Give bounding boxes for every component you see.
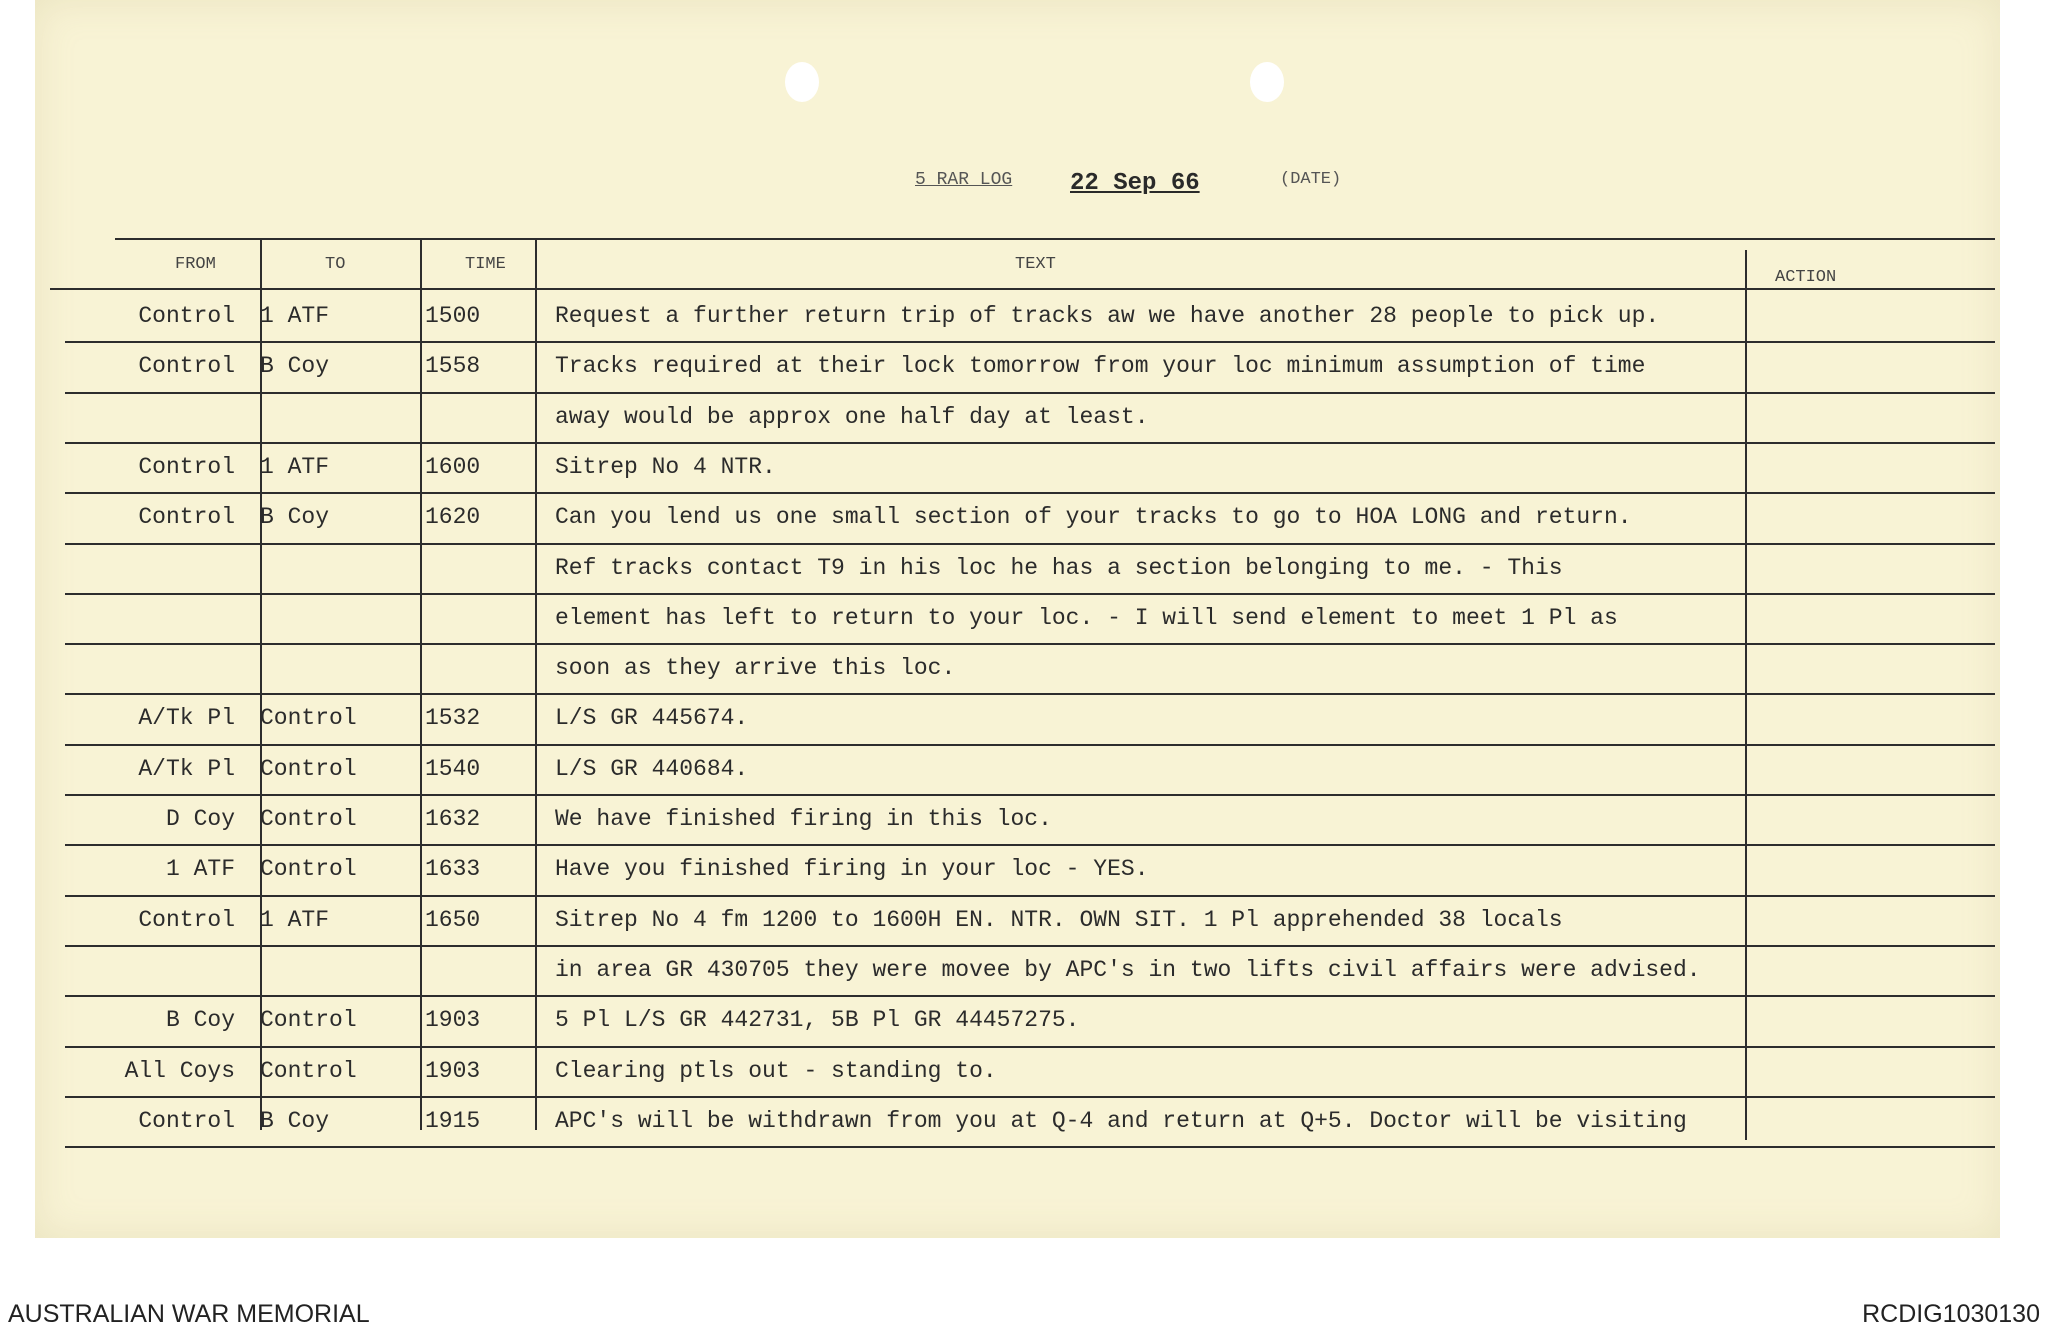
row-rule <box>65 392 1995 394</box>
table-row <box>35 1100 2000 1140</box>
col-to-header: TO <box>325 255 346 274</box>
cell-time: 1500 <box>425 303 481 329</box>
col-text-header: TEXT <box>1015 255 1056 274</box>
table-row <box>35 295 2000 335</box>
cell-to: Control <box>260 1007 357 1034</box>
cell-from: A/Tk Pl <box>138 755 235 782</box>
table-row <box>35 949 2000 989</box>
col-time-header: TIME <box>465 255 506 274</box>
cell-to: Control <box>260 755 357 782</box>
document-sheet <box>35 0 2000 1238</box>
cell-to: 1 ATF <box>260 303 330 329</box>
cell-to: 1 ATF <box>260 906 330 933</box>
cell-from: Control <box>138 906 235 933</box>
table-row <box>35 345 2000 385</box>
cell-time: 1600 <box>425 453 481 480</box>
table-row <box>35 597 2000 637</box>
cell-text: L/S GR 440684. <box>555 755 749 782</box>
table-row <box>35 446 2000 486</box>
cell-text: APC's will be withdrawn from you at Q-4 and return at Q+5. Doctor will be visiting <box>555 1107 1687 1134</box>
table-row <box>35 697 2000 737</box>
row-rule <box>65 643 1995 645</box>
row-rule <box>65 593 1995 595</box>
table-row <box>35 999 2000 1039</box>
cell-text: L/S GR 445674. <box>555 705 749 732</box>
cell-text: Have you finished firing in your loc - YES. <box>555 856 1149 883</box>
row-rule <box>65 693 1995 695</box>
row-rule <box>65 543 1995 545</box>
cell-to: B Coy <box>260 353 330 380</box>
cell-text: in area GR 430705 they were movee by APC's in two lifts civil affairs were advised. <box>555 956 1701 983</box>
row-rule <box>65 895 1995 897</box>
cell-from: Control <box>138 303 235 329</box>
cell-text: Ref tracks contact T9 in his loc he has a section belonging to me. - This <box>555 554 1563 581</box>
row-rule <box>65 1146 1995 1148</box>
cell-to: B Coy <box>260 1107 330 1134</box>
row-rule <box>65 844 1995 846</box>
cell-time: 1632 <box>425 806 481 832</box>
cell-from: Control <box>138 504 235 531</box>
row-rule <box>65 341 1995 343</box>
cell-from: B Coy <box>165 1007 235 1034</box>
row-rule <box>65 442 1995 444</box>
row-rule <box>65 1096 1995 1098</box>
cell-time: 1650 <box>425 906 481 933</box>
cell-time: 1903 <box>425 1057 481 1084</box>
table-row <box>35 899 2000 939</box>
cell-text: soon as they arrive this loc. <box>555 655 956 682</box>
cell-time: 1558 <box>425 353 481 380</box>
table-row <box>35 848 2000 888</box>
cell-time: 1915 <box>425 1107 481 1134</box>
cell-text: element has left to return to your loc. - I will send element to meet 1 Pl as <box>555 604 1618 631</box>
cell-text: Clearing ptls out - standing to. <box>555 1057 997 1084</box>
cell-to: B Coy <box>260 504 330 531</box>
cell-from: D Coy <box>165 806 235 832</box>
cell-from: Control <box>138 353 235 380</box>
cell-text: Request a further return trip of tracks aw we have another 28 people to pick up. <box>555 303 1660 329</box>
col-action-header: ACTION <box>1775 268 1837 287</box>
cell-to: Control <box>260 856 357 883</box>
table-row <box>35 798 2000 838</box>
row-rule <box>65 794 1995 796</box>
cell-from: A/Tk Pl <box>138 705 235 732</box>
cell-time: 1903 <box>425 1007 481 1034</box>
table-row <box>35 396 2000 436</box>
cell-text: Tracks required at their lock tomorrow from your loc minimum assumption of time <box>555 353 1646 380</box>
table-row <box>35 647 2000 687</box>
cell-from: 1 ATF <box>165 856 235 883</box>
col-from-header: FROM <box>175 255 216 274</box>
cell-from: Control <box>138 453 235 480</box>
cell-time: 1532 <box>425 705 481 732</box>
row-rule <box>65 492 1995 494</box>
cell-text: Can you lend us one small section of your tracks to go to HOA LONG and return. <box>555 504 1632 531</box>
cell-to: Control <box>260 806 357 832</box>
table-row <box>35 547 2000 587</box>
log-date: 22 Sep 66 <box>1070 170 1200 197</box>
cell-text: Sitrep No 4 NTR. <box>555 453 776 480</box>
footer-id: RCDIG1030130 <box>1862 1300 2040 1328</box>
row-rule <box>65 995 1995 997</box>
cell-text: 5 Pl L/S GR 442731, 5B Pl GR 44457275. <box>555 1007 1080 1034</box>
table-row <box>35 496 2000 536</box>
cell-time: 1633 <box>425 856 481 883</box>
footer-credit: AUSTRALIAN WAR MEMORIAL <box>8 1300 370 1328</box>
cell-from: Control <box>138 1107 235 1134</box>
cell-to: 1 ATF <box>260 453 330 480</box>
row-rule <box>65 945 1995 947</box>
cell-time: 1620 <box>425 504 481 531</box>
cell-from: All Coys <box>124 1057 235 1084</box>
cell-text: away would be approx one half day at least. <box>555 403 1149 430</box>
cell-time: 1540 <box>425 755 481 782</box>
row-rule <box>65 744 1995 746</box>
row-rule <box>65 1046 1995 1048</box>
cell-text: We have finished firing in this loc. <box>555 806 1052 832</box>
cell-to: Control <box>260 705 357 732</box>
cell-to: Control <box>260 1057 357 1084</box>
log-label: 5 RAR LOG <box>915 170 1013 190</box>
date-label: (DATE) <box>1280 170 1342 189</box>
cell-text: Sitrep No 4 fm 1200 to 1600H EN. NTR. OWN SIT. 1 Pl apprehended 38 locals <box>555 906 1563 933</box>
table-row <box>35 748 2000 788</box>
table-row <box>35 1050 2000 1090</box>
